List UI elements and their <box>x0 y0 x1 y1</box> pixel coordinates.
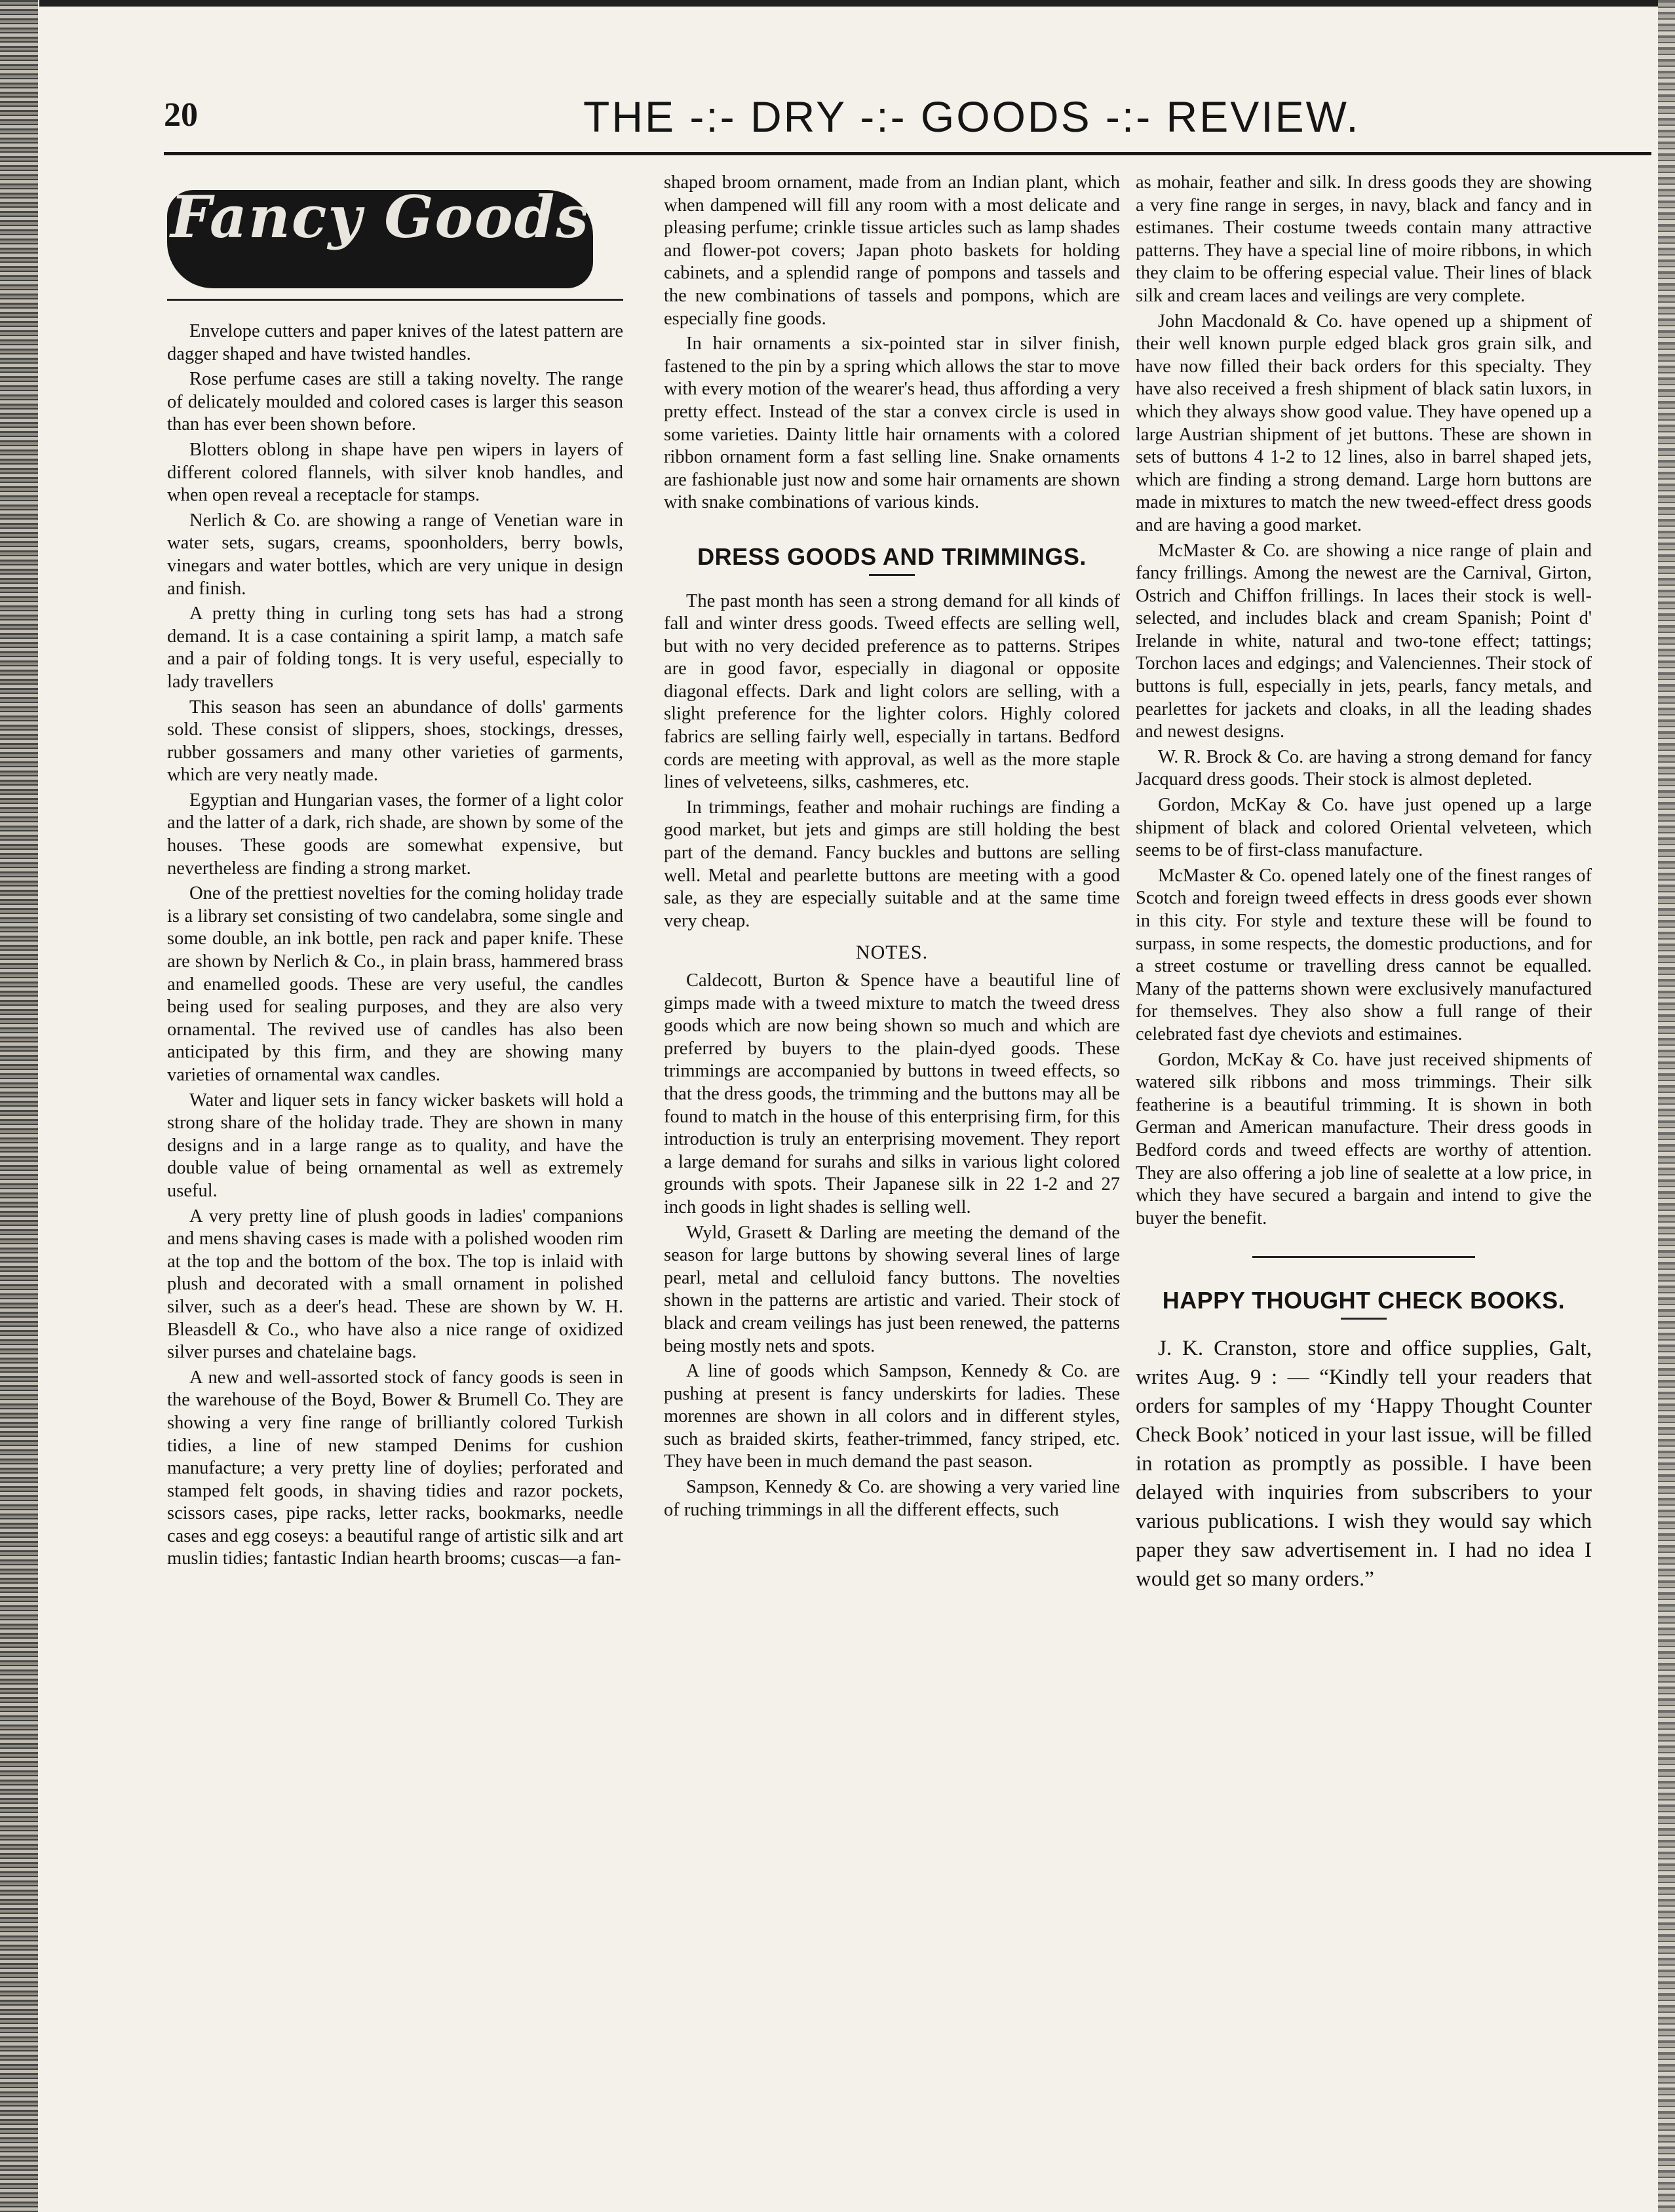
scan-edge-left <box>0 0 38 2212</box>
title-dash <box>1341 1318 1387 1320</box>
logo-rule <box>167 299 623 301</box>
article-paragraph: The past month has seen a strong demand for all kinds of fall and winter dress goods. Tweed effects are selling well, but with no very decided preference as to patterns. Stripes are in good favor, especially in diagonal or opposite diagonal effects. Dark and light colors are selling, with a slight preference for the lighter colors. Highly colored fabrics are selling fairly well, especially in tartans. Bedford cords are meeting with approval, as well as the more staple lines of velveteens, silks, cashmeres, etc. <box>664 590 1120 793</box>
article-paragraph: In trimmings, feather and mohair ruchings are finding a good market, but jets and gimps are still holding the best part of the demand. Fancy buckles and buttons are selling well. Metal and pearlette buttons are meeting with a good sale, as they are especially suitable and at the same time very cheap. <box>664 797 1120 931</box>
column-3 <box>1136 172 1592 1596</box>
article-paragraph: Blotters oblong in shape have pen wipers in layers of different colored flannels, with silver knob handles, and when open reveal a receptacle for stamps. <box>167 439 623 506</box>
page-header <box>164 92 1651 144</box>
note-paragraph: A line of goods which Sampson, Kennedy & Co. are pushing at present is fancy underskirts for ladies. These morennes are shown in all colors and in different styles, such as braided skirts, feather-trimmed, fancy striped, etc. They have been in much demand the past season. <box>664 1361 1120 1472</box>
scan-edge-top <box>39 0 1658 7</box>
article-paragraph: Rose perfume cases are still a taking novelty. The range of delicately moulded and colored cases is larger this season than has ever been shown before. <box>167 369 623 435</box>
note-paragraph: as mohair, feather and silk. In dress goods they are showing a very fine range in serges, in navy, black and fancy and in estimanes. Their costume tweeds contain many attractive patterns. They have a special line of moire ribbons, in which they claim to be offering especial value. Their lines of black silk and cream laces and veilings are very complete. <box>1136 172 1592 306</box>
note-paragraph: W. R. Brock & Co. are having a strong demand for fancy Jacquard dress goods. Their stock is almost depleted. <box>1136 746 1592 790</box>
article-paragraph: One of the prettiest novelties for the coming holiday trade is a library set consisting of two candelabra, some single and some double, an ink bottle, pen rack and paper knife. These are shown by Nerlich & Co., in plain brass, hammered brass and enamelled goods. These are very useful, the candles being used for sealing purposes, and they are also very ornamental. The revived use of candles has also been anticipated by this firm, and they are showing many varieties of ornamental wax candles. <box>167 883 623 1085</box>
article-paragraph: This season has seen an abundance of dolls' garments sold. These consist of slippers, shoes, stockings, dresses, rubber gossamers and many other varieties of garments, which are very neatly made. <box>167 696 623 786</box>
column-2 <box>664 172 1120 1524</box>
article-paragraph: Egyptian and Hungarian vases, the former of a light color and the latter of a dark, rich shade, are shown by some of the houses. These goods are somewhat expensive, but nevertheless are finding a strong market. <box>167 790 623 879</box>
dress-goods-title: DRESS GOODS AND TRIMMINGS. <box>697 543 1087 570</box>
page-number: 20 <box>164 96 198 134</box>
article-paragraph: A very pretty line of plush goods in ladies' companions and mens shaving cases is made with a polished wooden rim at the top and the bottom of the box. The top is inlaid with plush and decorated with a small ornament in polished silver, such as a deer's head. These are shown by W. H. Bleasdell & Co., who have also a nice range of oxidized silver purses and chatelaine bags. <box>167 1206 623 1363</box>
column-1 <box>167 172 623 1573</box>
article-paragraph: Water and liquer sets in fancy wicker baskets will hold a strong share of the holiday trade. They are shown in many designs and in a large range as to quality, and have the double value of being ornamental as well as extremely useful. <box>167 1090 623 1201</box>
note-paragraph: Wyld, Grasett & Darling are meeting the demand of the season for large buttons by showing several lines of large pearl, metal and celluloid fancy buttons. The novelties shown in the patterns are artistic and varied. Their stock of black and cream veilings has just been renewed, the patterns being mostly nets and spots. <box>664 1222 1120 1356</box>
note-paragraph: Caldecott, Burton & Spence have a beautiful line of gimps made with a tweed mixture to match the tweed dress goods which are now being shown so much and which are preferred by buyers to the plain-dyed goods. These trimmings are accompanied by buttons in tweed effects, so that the dress goods, the trimming and the buttons may all be found to match in the house of this enterprising firm, for this introduction is truly an enterprising movement. They report a large demand for surahs and silks in various light colored grounds with spots. Their Japanese silk in 22 1-2 and 27 inch goods in light shades is selling well. <box>664 970 1120 1217</box>
article-paragraph: shaped broom ornament, made from an Indian plant, which when dampened will fill any room with a most delicate and pleasing perfume; crinkle tissue articles such as lamp shades and flower-pot covers; Japan photo baskets for holding cabinets, and a splendid range of pompons and tassels and the new combinations of tassels and pompons, which are especially fine goods. <box>664 172 1120 329</box>
check-books-title: HAPPY THOUGHT CHECK BOOKS. <box>1162 1287 1566 1314</box>
article-paragraph: In hair ornaments a six-pointed star in silver finish, fastened to the pin by a spring which allows the star to move with every motion of the wearer's head, thus affording a very pretty effect. Instead of the star a convex circle is used in some varieties. Dainty little hair ornaments with a colored ribbon ornament form a fast selling line. Snake ornaments are fashionable just now and some hair ornaments are shown with snake combinations of various kinds. <box>664 334 1120 513</box>
section-rule <box>1252 1256 1475 1258</box>
article-paragraph: A pretty thing in curling tong sets has had a strong demand. It is a case containing a spirit lamp, a match safe and a pair of folding tongs. It is very useful, especially to lady travellers <box>167 603 623 692</box>
check-books-text: J. K. Cranston, store and office supplies, Galt, writes Aug. 9 : — “Kindly tell your readers that orders for samples of my ‘Happy Thought Counter Check Book’ noticed in your last issue, will be filled in rotation as promptly as possible. I have been delayed with inquiries from subscribers to your various publications. I wish they would say which paper they saw advertisement in. I had no idea I would get so many orders.” <box>1136 1336 1592 1591</box>
note-paragraph: Sampson, Kennedy & Co. are showing a very varied line of ruching trimmings in all the different effects, such <box>664 1477 1120 1520</box>
masthead: THE -:- DRY -:- GOODS -:- REVIEW. <box>583 92 1360 141</box>
article-paragraph: Envelope cutters and paper knives of the latest pattern are dagger shaped and have twisted handles. <box>167 321 623 364</box>
header-rule <box>164 152 1651 155</box>
article-paragraph: A new and well-assorted stock of fancy goods is seen in the warehouse of the Boyd, Bower & Brumell Co. They are showing a very fine range of brilliantly colored Turkish tidies, a line of new stamped Denims for cushion manufacture; a very pretty line of doylies; perforated and stamped felt goods, in shaving tidies and razor pockets, scissors cases, pipe racks, letter racks, bookmarks, needle cases and egg coseys: a beautiful range of artistic silk and art muslin tidies; fantastic Indian hearth brooms; cuscas—a fan- <box>167 1367 623 1569</box>
fancy-goods-logo <box>167 183 593 288</box>
note-paragraph: Gordon, McKay & Co. have just received shipments of watered silk ribbons and moss trimmings. Their silk featherine is a beautiful trimming. It is shown in both German and American manufacture. Their dress goods in Bedford cords and tweed effects are worthy of attention. They are also offering a job line of sealette at a low price, in which they have secured a bargain and intend to give the buyer the benefit. <box>1136 1049 1592 1229</box>
note-paragraph: McMaster & Co. opened lately one of the finest ranges of Scotch and foreign tweed effects in dress goods ever shown in this city. For style and texture these will be found to surpass, in some respects, the domestic productions, and for a street costume or travelling dress cannot be equalled. Many of the patterns shown were exclusively manufactured for themselves. They also show a full range of their celebrated fast dye cheviots and estimaines. <box>1136 865 1592 1044</box>
notes-heading: NOTES. <box>855 942 929 964</box>
fancy-goods-logo-text: Fancy Goods <box>170 183 590 251</box>
note-paragraph: John Macdonald & Co. have opened up a shipment of their well known purple edged black gros grain silk, and have now filled their back orders for this specialty. They have also received a fresh shipment of black satin luxors, in which they always show good value. They have opened up a large Austrian shipment of jet buttons. These are shown in sets of buttons 4 1-2 to 12 lines, also in barrel shaped jets, which are finding a strong demand. Large horn buttons are made in mixtures to match the new tweed-effect dress goods and are having a good market. <box>1136 311 1592 535</box>
title-dash <box>869 574 915 576</box>
note-paragraph: Gordon, McKay & Co. have just opened up a large shipment of black and colored Oriental velveteen, which seems to be of first-class manufacture. <box>1136 795 1592 861</box>
note-paragraph: McMaster & Co. are showing a nice range of plain and fancy frillings. Among the newest are the Carnival, Girton, Ostrich and Chiffon frillings. In laces their stock is well-selected, and includes black and cream Spanish; Point d' Irelande in white, natural and two-tone effect; tattings; Torchon laces and edgings; and Valenciennes. Their stock of buttons is full, especially in jets, pearls, fancy metals, and pearlettes for jackets and cloaks, in all the leading shades and newest designs. <box>1136 540 1592 742</box>
article-paragraph: Nerlich & Co. are showing a range of Venetian ware in water sets, sugars, creams, spoonholders, berry bowls, vinegars and water bottles, which are very unique in design and finish. <box>167 510 623 599</box>
scan-edge-right <box>1658 0 1675 2212</box>
